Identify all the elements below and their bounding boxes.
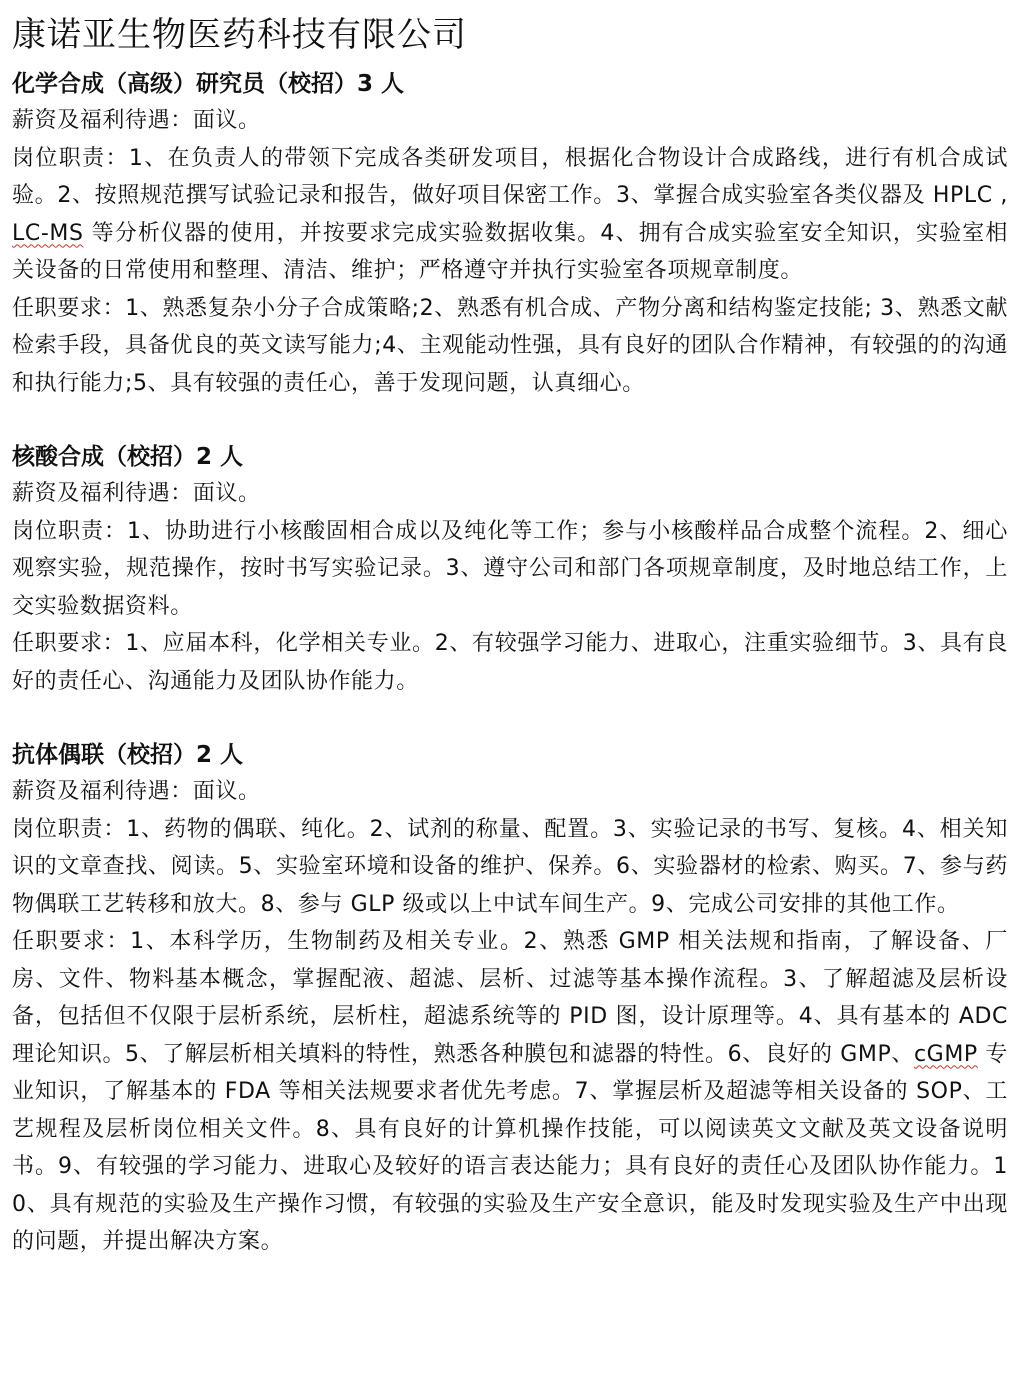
salary-label: 薪资及福利待遇： bbox=[12, 481, 193, 506]
salary-line bbox=[12, 102, 1008, 140]
duties-text: 1、药物的偶联、纯化。2、试剂的称量、配置。3、实验记录的书写、复核。4、相关知识的文章查找、阅读。5、实验室环境和设备的维护、保养。6、实验器材的检索、购买。7、参与药物偶联工艺转移和放大。8、参与 GLP 级或以上中试车间生产。9、完成公司安排的其他工作。 bbox=[12, 816, 1008, 917]
job-posting-nucleic-acid-synthesis bbox=[12, 439, 1008, 700]
duties-text: 1、协助进行小核酸固相合成以及纯化等工作；参与小核酸样品合成整个流程。2、细心观察实验，规范操作，按时书写实验记录。3、遵守公司和部门各项规章制度，及时地总结工作，上交实验数据资料。 bbox=[12, 518, 1008, 619]
duties-paragraph bbox=[12, 513, 1008, 626]
job-posting-chemical-synthesis bbox=[12, 66, 1008, 402]
job-title: 抗体偶联（校招）2 人 bbox=[12, 742, 244, 768]
requirements-paragraph bbox=[12, 625, 1008, 700]
duties-paragraph bbox=[12, 811, 1008, 924]
duties-paragraph bbox=[12, 140, 1008, 290]
requirements-paragraph bbox=[12, 290, 1008, 403]
requirements-label: 任职要求： bbox=[12, 295, 126, 321]
requirements-label: 任职要求： bbox=[12, 929, 131, 954]
salary-label: 薪资及福利待遇： bbox=[12, 779, 193, 804]
duties-text-continued: 等分析仪器的使用，并按要求完成实验数据收集。4、拥有合成实验室安全知识，实验室相关设备的日常使用和整理、清洁、维护；严格遵守并执行实验室各项规章制度。 bbox=[12, 220, 1008, 283]
salary-line bbox=[12, 475, 1008, 513]
requirements-text: 1、本科学历，生物制药及相关专业。2、熟悉 GMP 相关法规和指南，了解设备、厂房、文件、物料基本概念，掌握配液、超滤、层析、过滤等基本操作流程。3、了解超滤及层析设备，包括但不仅限于层析系统，层析柱，超滤系统等的 PID 图，设计原理等。4、具有基本的 ADC 理论知识。5、了解层析相关填料的特性，熟悉各种膜包和滤器的特性。6、良好的 GMP、 bbox=[12, 929, 1008, 1067]
spellcheck-flagged-word: LC-MS bbox=[12, 220, 84, 246]
duties-label: 岗位职责： bbox=[12, 145, 129, 171]
duties-text: 1、在负责人的带领下完成各类研发项目，根据化合物设计合成路线，进行有机合成试验。2、按照规范撰写试验记录和报告，做好项目保密工作。3、掌握合成实验室各类仪器及 HPLC , bbox=[12, 145, 1008, 208]
spellcheck-flagged-word: cGMP bbox=[913, 1041, 978, 1067]
salary-value: 面议。 bbox=[192, 481, 261, 506]
salary-value: 面议。 bbox=[192, 108, 261, 133]
job-title: 核酸合成（校招）2 人 bbox=[12, 444, 244, 470]
requirements-label: 任职要求： bbox=[12, 631, 126, 656]
salary-line bbox=[12, 773, 1008, 811]
duties-label: 岗位职责： bbox=[12, 816, 127, 842]
salary-label: 薪资及福利待遇： bbox=[12, 108, 193, 133]
company-name: 康诺亚生物医药科技有限公司 bbox=[12, 15, 467, 55]
salary-value: 面议。 bbox=[192, 779, 261, 804]
requirements-text: 1、熟悉复杂小分子合成策略;2、熟悉有机合成、产物分离和结构鉴定技能; 3、熟悉文献检索手段，具备优良的英文读写能力;4、主观能动性强，具有良好的团队合作精神，有较强的的沟通和执行能力;5、具有较强的责任心，善于发现问题，认真细心。 bbox=[12, 295, 1008, 396]
requirements-text-continued: 专业知识，了解基本的 FDA 等相关法规要求者优先考虑。7、掌握层析及超滤等相关设备的 SOP、工艺规程及层析岗位相关文件。8、具有良好的计算机操作技能，可以阅读英文文献及英文设备说明书。9、有较强的学习能力、进取心及较好的语言表达能力；具有良好的责任心及团队协作能力。10、具有规范的实验及生产操作习惯，有较强的实验及生产安全意识，能及时发现实验及生产中出现的问题，并提出解决方案。 bbox=[12, 1041, 1008, 1254]
job-title: 化学合成（高级）研究员（校招）3 人 bbox=[12, 71, 405, 97]
job-posting-antibody-conjugation bbox=[12, 737, 1008, 1261]
requirements-paragraph bbox=[12, 923, 1008, 1261]
requirements-text: 1、应届本科，化学相关专业。2、有较强学习能力、进取心，注重实验细节。3、具有良好的责任心、沟通能力及团队协作能力。 bbox=[12, 631, 1008, 694]
duties-label: 岗位职责： bbox=[12, 518, 128, 544]
